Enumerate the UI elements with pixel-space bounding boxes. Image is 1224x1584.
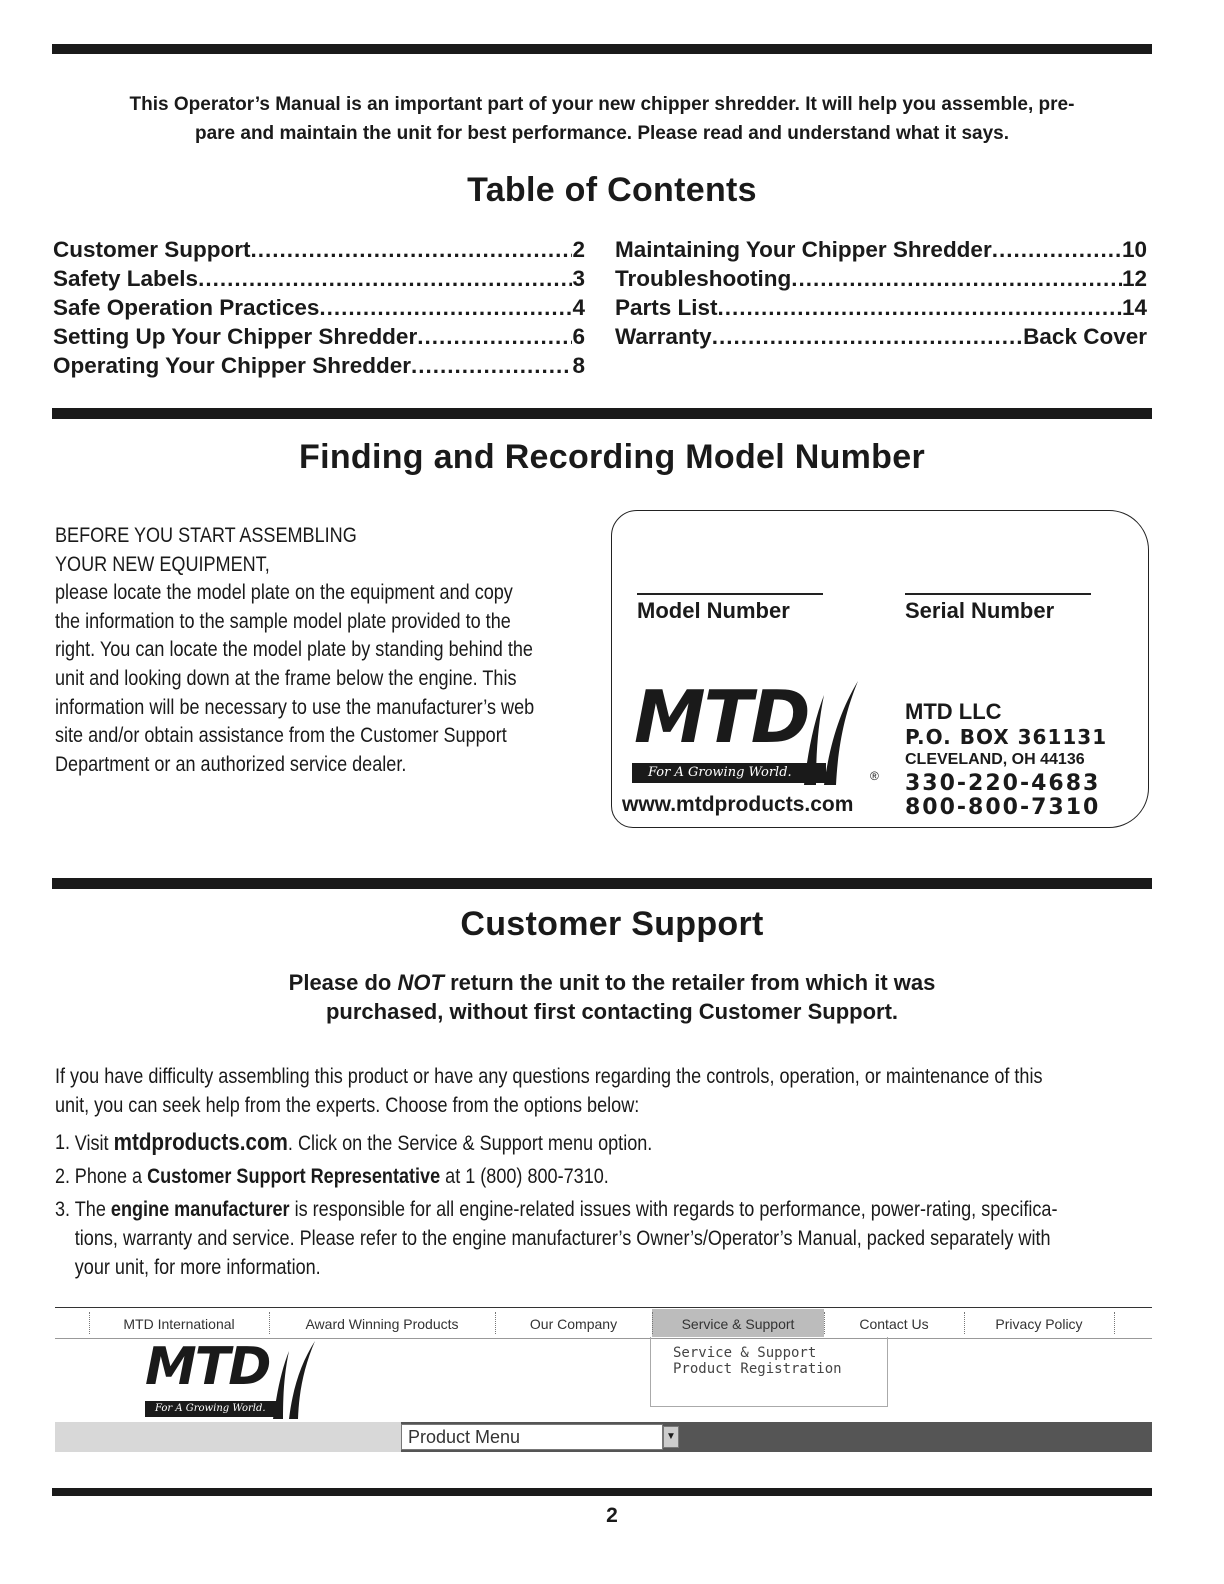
dropdown-item[interactable]: Service & Support bbox=[673, 1345, 817, 1361]
company-name: MTD LLC bbox=[905, 699, 1002, 724]
model-number-line bbox=[637, 593, 823, 595]
support-options-list bbox=[55, 1128, 1224, 1286]
phone-2: 800-800-7310 bbox=[905, 795, 1101, 820]
model-number-label: Model Number bbox=[637, 598, 790, 623]
intro-line: pare and maintain the unit for best performance. Please read and understand what it says. bbox=[194, 123, 1010, 144]
section-rule bbox=[52, 878, 1152, 889]
toc-left-column bbox=[53, 237, 585, 382]
po-box: P.O. BOX 361131 bbox=[905, 725, 1108, 749]
toc-title: Table of Contents bbox=[467, 171, 757, 209]
intro-line: This Operator’s Manual is an important part of your new chipper shredder. It will help you assemble, pre- bbox=[129, 94, 1075, 115]
nav-item[interactable]: Privacy Policy bbox=[995, 1316, 1083, 1332]
bottom-rule bbox=[52, 1488, 1152, 1496]
nav-item[interactable]: MTD International bbox=[123, 1316, 235, 1332]
dropdown-item[interactable]: Product Registration bbox=[673, 1361, 842, 1377]
list-item: 1. Visit mtdproducts.com. Click on the Service & Support menu option. bbox=[55, 1129, 653, 1156]
toc-right-column bbox=[615, 237, 1147, 353]
toc-entry[interactable]: Operating Your Chipper Shredder ..... 8 bbox=[53, 353, 585, 382]
nav-item[interactable]: Award Winning Products bbox=[305, 1316, 459, 1332]
toc-entry[interactable]: Setting Up Your Chipper Shredder ..... 6 bbox=[53, 324, 585, 353]
support-title: Customer Support bbox=[460, 905, 764, 943]
product-menu-select[interactable]: Product Menu bbox=[401, 1424, 663, 1450]
nav-item[interactable]: Our Company bbox=[529, 1316, 618, 1332]
page-number: 2 bbox=[606, 1504, 618, 1527]
serial-number-line bbox=[905, 593, 1091, 595]
support-notice: Please do NOT return the unit to the retailer from which it was purchased, without first contacting Customer Support. bbox=[288, 970, 936, 1024]
section-rule bbox=[52, 408, 1152, 419]
support-intro: If you have difficulty assembling this product or have any questions regarding the controls, operation, or maintenance of this unit, you can seek help from the experts. Choose from the options below: bbox=[55, 1065, 1043, 1117]
toc-entry[interactable]: Maintaining Your Chipper Shredder ..... 10 bbox=[615, 237, 1147, 266]
website-url[interactable]: www.mtdproducts.com bbox=[622, 793, 854, 816]
grass-blades-icon bbox=[800, 681, 870, 785]
website-screenshot bbox=[55, 1307, 1152, 1455]
toc-entry[interactable]: Warranty ..... Back Cover bbox=[615, 324, 1147, 353]
phone-1: 330-220-4683 bbox=[905, 771, 1101, 796]
product-menu-tab bbox=[55, 1422, 401, 1452]
dropdown-arrow-icon[interactable]: ▼ bbox=[663, 1426, 679, 1448]
toc-entry[interactable]: Safe Operation Practices ..... 4 bbox=[53, 295, 585, 324]
list-item: 2. Phone a Customer Support Representative at 1 (800) 800-7310. bbox=[55, 1165, 609, 1188]
city-state: CLEVELAND, OH 44136 bbox=[905, 751, 1085, 768]
website-mtd-logo: MTD For A Growing World. bbox=[145, 1341, 345, 1421]
toc-entry[interactable]: Troubleshooting ..... 12 bbox=[615, 266, 1147, 295]
list-item: 3. The engine manufacturer is responsible for all engine-related issues with regards to performance, power-rating, specifica- tions, warranty and service. Please refer to the engine manufacturer’s Owner’s/Operator’s Manual, packed separately with your unit, for more information. bbox=[55, 1198, 1058, 1279]
toc-entry[interactable]: Customer Support ..... 2 bbox=[53, 237, 585, 266]
intro-paragraph bbox=[55, 90, 1149, 148]
grass-blades-icon bbox=[271, 1341, 323, 1419]
mtdproducts-link[interactable]: mtdproducts.com bbox=[113, 1129, 288, 1156]
website-nav bbox=[55, 1307, 1152, 1339]
model-section-title: Finding and Recording Model Number bbox=[299, 438, 925, 476]
nav-dropdown bbox=[650, 1337, 888, 1407]
model-plate bbox=[611, 510, 1149, 828]
nav-item-active[interactable]: Service & Support bbox=[681, 1316, 795, 1332]
toc-entry[interactable]: Safety Labels ..... 3 bbox=[53, 266, 585, 295]
top-rule bbox=[52, 44, 1152, 54]
model-instructions: BEFORE YOU START ASSEMBLING YOUR NEW EQUIPMENT, please locate the model plate on the equipment and copy the information to the sample model plate provided to the right. You can locate the model plate by standing behind the unit and looking down at the frame below the engine. This information will be necessary to use the manufacturer’s web site and/or obtain assistance from the Customer Support Department or an authorized service dealer. bbox=[55, 524, 535, 776]
serial-number-label: Serial Number bbox=[905, 598, 1055, 623]
toc-entry[interactable]: Parts List ..... 14 bbox=[615, 295, 1147, 324]
mtd-logo: MTD For A Growing World. ® bbox=[634, 675, 879, 783]
nav-item[interactable]: Contact Us bbox=[859, 1316, 929, 1332]
